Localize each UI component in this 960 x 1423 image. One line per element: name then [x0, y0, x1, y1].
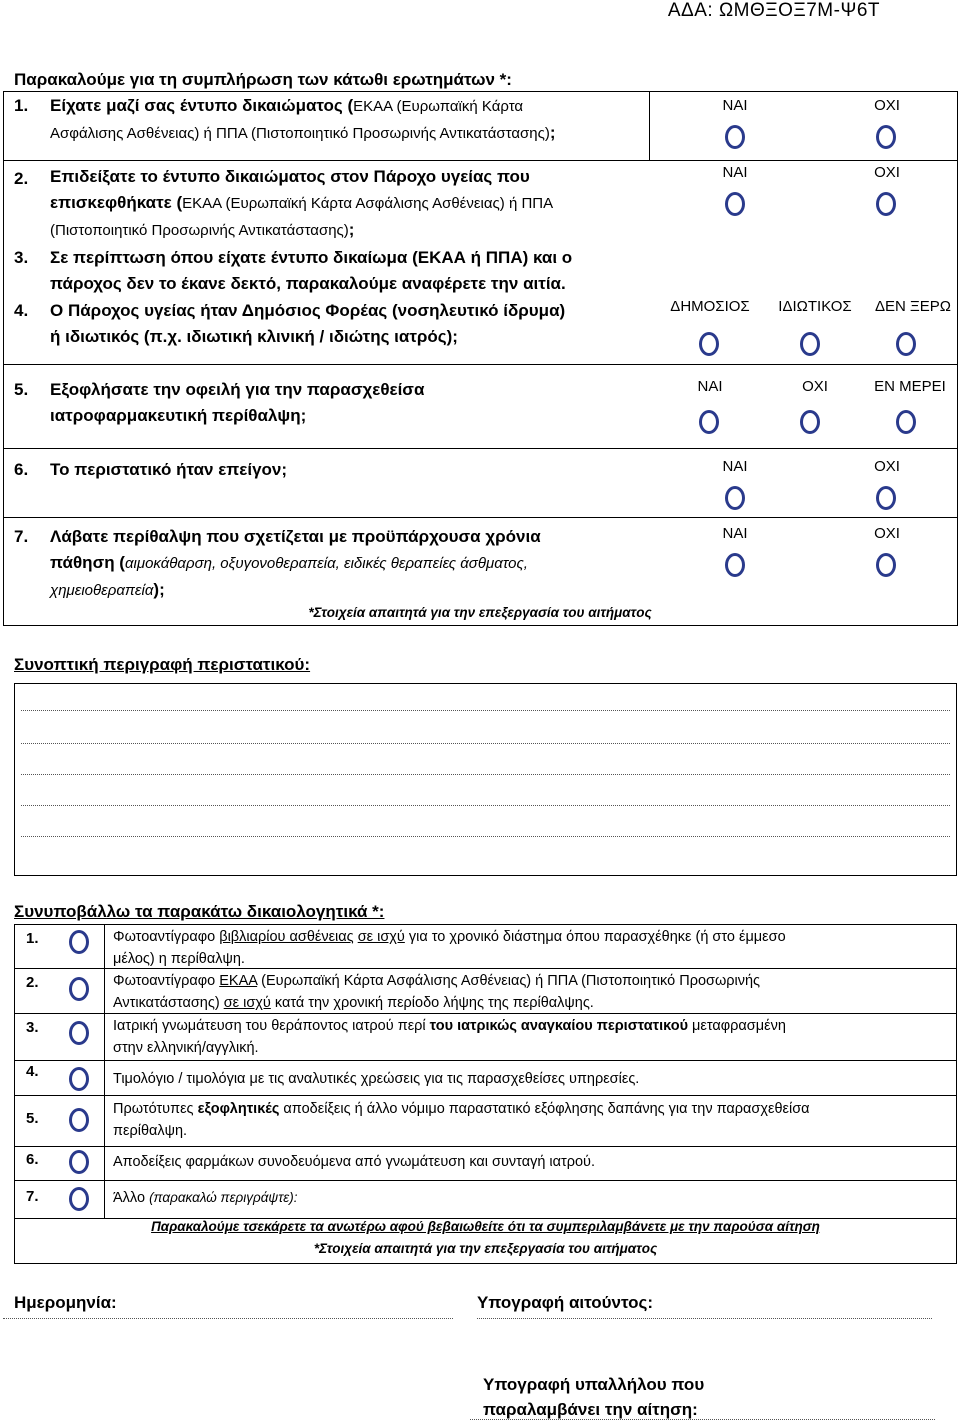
row-separator — [3, 448, 958, 449]
q4-private-label: ΙΔΙΩΤΙΚΟΣ — [778, 298, 852, 315]
doc2-text-b: (Ευρωπαϊκή Κάρτα Ασφάλισης Ασθένειας) ή ΠΠΑ (Πιστοποιητικό Προσωρινής — [257, 973, 761, 989]
q4-public-label: ΔΗΜΟΣΙΟΣ — [670, 298, 750, 315]
q4-private-radio[interactable] — [800, 332, 820, 356]
doc3-text-a: Ιατρική γνωμάτευση του θεράποντος ιατρού περί — [113, 1018, 430, 1034]
q5-no-label: ΟΧΙ — [802, 378, 828, 395]
doc3-checkbox[interactable] — [69, 1021, 89, 1045]
doc2-checkbox[interactable] — [69, 977, 89, 1001]
doc5-text-b: αποδείξεις ή άλλο νόμιμο παραστατικό εξόφλησης δαπάνης για την παρασχεθείσα — [279, 1101, 810, 1117]
questions-required-note: *Στοιχεία απαιτητά για την επεξεργασία του αιτήματος — [308, 605, 652, 620]
doc5-text — [113, 1098, 953, 1142]
employee-signature-line1: Υπογραφή υπαλλήλου που — [483, 1375, 705, 1394]
q2-no-label: ΟΧΙ — [874, 164, 900, 181]
q1-line1-b: ΕΚΑΑ (Ευρωπαϊκή Κάρτα — [353, 98, 524, 115]
q4-dontknow-label: ΔΕΝ ΞΕΡΩ — [875, 298, 951, 315]
doc4-number: 4. — [26, 1063, 39, 1080]
summary-heading: Συνοπτική περιγραφή περιστατικού: — [14, 655, 311, 674]
documents-note: Παρακαλούμε τσεκάρετε τα ανωτέρω αφού βεβαιωθείτε ότι τα συμπεριλαμβάνετε με την παρούσα αίτηση — [151, 1219, 820, 1234]
row-separator — [3, 364, 958, 365]
q5-yes-radio[interactable] — [699, 410, 719, 434]
summary-line — [21, 743, 950, 744]
applicant-signature-line — [477, 1318, 932, 1319]
q5-partial-label: ΕΝ ΜΕΡΕΙ — [874, 378, 946, 395]
summary-line — [21, 805, 950, 806]
doc7-text-a: Άλλο — [113, 1190, 150, 1206]
doc2-text — [113, 970, 953, 1014]
q2-line3-b: ; — [348, 220, 355, 239]
doc-row-separator — [14, 1180, 957, 1181]
doc7-checkbox[interactable] — [69, 1187, 89, 1211]
q6-no-radio[interactable] — [876, 486, 896, 510]
doc1-checkbox[interactable] — [69, 930, 89, 954]
summary-line — [21, 836, 950, 837]
doc5-text-bold: εξοφλητικές — [197, 1101, 280, 1117]
documents-required-note: *Στοιχεία απαιτητά για την επεξεργασία του αιτήματος — [313, 1241, 658, 1256]
q1-line2-end: ; — [549, 123, 556, 142]
doc6-number: 6. — [26, 1151, 39, 1168]
date-label: Ημερομηνία: — [14, 1293, 117, 1312]
ada-code: ΑΔΑ: ΩΜΘΞΟΞ7Μ-Ψ6Τ — [667, 0, 880, 21]
summary-line — [21, 774, 950, 775]
doc1-number: 1. — [26, 930, 39, 947]
employee-signature-line — [470, 1419, 935, 1420]
doc5-number: 5. — [26, 1110, 39, 1127]
q7-line1: Λάβατε περίθαλψη που σχετίζεται με προϋπάρχουσα χρόνια — [50, 527, 541, 546]
q5-partial-radio[interactable] — [896, 410, 916, 434]
q5-no-radio[interactable] — [800, 410, 820, 434]
doc1-text-c: για το χρονικό διάστημα όπου παρασχέθηκε (ή στο έμμεσο — [404, 929, 786, 945]
doc7-text — [113, 1187, 953, 1209]
q7-yes-radio[interactable] — [725, 553, 745, 577]
documents-heading: Συνυποβάλλω τα παρακάτω δικαιολογητικά *: — [14, 902, 385, 921]
doc5-checkbox[interactable] — [69, 1108, 89, 1132]
q3-line2: πάροχος δεν το έκανε δεκτό, παρακαλούμε αναφέρετε την αιτία. — [50, 274, 566, 293]
q2-yes-label: ΝΑΙ — [722, 164, 748, 181]
doc2-number: 2. — [26, 974, 39, 991]
q5-line2: ιατροφαρμακευτική περίθαλψη; — [50, 406, 307, 425]
q5-number: 5. — [14, 380, 29, 399]
q3-text — [50, 245, 670, 297]
q6-yes-label: ΝΑΙ — [722, 458, 748, 475]
doc3-text-b: μεταφρασμένη — [688, 1018, 786, 1034]
q5-line1: Εξοφλήσατε την οφειλή για την παρασχεθείσα — [50, 380, 425, 399]
doc1-text-u1: βιβλιαρίου ασθένειας — [219, 929, 354, 945]
q2-no-radio[interactable] — [876, 192, 896, 216]
doc3-number: 3. — [26, 1019, 39, 1036]
q4-dontknow-radio[interactable] — [896, 332, 916, 356]
q6-text: Το περιστατικό ήταν επείγον; — [50, 460, 288, 479]
doc4-checkbox[interactable] — [69, 1067, 89, 1091]
q7-no-label: ΟΧΙ — [874, 525, 900, 542]
q2-line1: Επιδείξατε το έντυπο δικαιώματος στον Πάροχο υγείας που — [50, 167, 530, 186]
q4-line1: Ο Πάροχος υγείας ήταν Δημόσιος Φορέας (νοσηλευτικό ίδρυμα) — [50, 301, 566, 320]
intro-text: Παρακαλούμε για τη συμπλήρωση των κάτωθι ερωτημάτων *: — [14, 70, 512, 89]
q3-line1: Σε περίπτωση όπου είχατε έντυπο δικαίωμα (ΕΚΑΑ ή ΠΠΑ) και ο — [50, 248, 573, 267]
doc-row-separator — [14, 1095, 957, 1096]
doc2-text-a: Φωτοαντίγραφο — [113, 973, 220, 989]
q5-yes-label: ΝΑΙ — [697, 378, 723, 395]
row-separator — [3, 160, 958, 161]
q6-number: 6. — [14, 460, 29, 479]
doc6-text: Αποδείξεις φαρμάκων συνοδευόμενα από γνωμάτευση και συνταγή ιατρού. — [113, 1154, 596, 1170]
q7-no-radio[interactable] — [876, 553, 896, 577]
summary-line — [21, 710, 950, 711]
q2-text — [50, 164, 650, 244]
q1-no-radio[interactable] — [876, 125, 896, 149]
employee-signature-label — [483, 1372, 704, 1422]
q2-line3-a: (Πιστοποιητικό Προσωρινής Αντικατάστασης) — [50, 222, 349, 239]
q6-yes-radio[interactable] — [725, 486, 745, 510]
doc3-text-bold: του ιατρικώς αναγκαίου περιστατικού — [429, 1018, 689, 1034]
employee-signature-line2: παραλαμβάνει την αίτηση: — [483, 1400, 698, 1419]
q2-line2-a: επισκεφθήκατε ( — [50, 193, 183, 212]
q7-line3-b: ); — [153, 580, 165, 599]
q4-number: 4. — [14, 301, 29, 320]
doc2-line2-a: Αντικατάστασης) — [113, 995, 224, 1011]
q3-number: 3. — [14, 248, 29, 267]
doc1-text-a: Φωτοαντίγραφο — [113, 929, 220, 945]
q1-number: 1. — [14, 96, 29, 115]
doc1-line2: μέλος) η περίθαλψη. — [113, 951, 245, 967]
q7-text — [50, 524, 670, 604]
q2-number: 2. — [14, 169, 29, 188]
doc5-text-a: Πρωτότυπες — [113, 1101, 198, 1117]
q4-public-radio[interactable] — [699, 332, 719, 356]
q6-no-label: ΟΧΙ — [874, 458, 900, 475]
q1-no-label: ΟΧΙ — [874, 97, 900, 114]
doc6-checkbox[interactable] — [69, 1150, 89, 1174]
doc1-text — [113, 926, 953, 970]
q4-text — [50, 298, 670, 350]
summary-textarea[interactable] — [14, 683, 957, 876]
doc4-text: Τιμολόγιο / τιμολόγια με τις αναλυτικές χρεώσεις για τις παρασχεθείσες υπηρεσίες. — [113, 1071, 640, 1087]
q7-line3-a: χημειοθεραπεία — [50, 582, 154, 599]
row-separator — [3, 517, 958, 518]
doc2-line2-u: σε ισχύ — [223, 995, 271, 1011]
q7-yes-label: ΝΑΙ — [722, 525, 748, 542]
q1-yes-radio[interactable] — [725, 125, 745, 149]
q1-line2: Ασφάλισης Ασθένειας) ή ΠΠΑ (Πιστοποιητικό Προσωρινής Αντικατάστασης) — [50, 125, 550, 142]
q1-line1-a: Είχατε μαζί σας έντυπο δικαιώματος ( — [50, 96, 354, 115]
q1-yes-label: ΝΑΙ — [722, 97, 748, 114]
doc-row-separator — [14, 1146, 957, 1147]
applicant-signature-label: Υπογραφή αιτούντος: — [477, 1293, 653, 1312]
doc7-number: 7. — [26, 1188, 39, 1205]
doc7-text-it: (παρακαλώ περιγράψτε): — [149, 1190, 298, 1205]
q5-text — [50, 377, 650, 429]
q1-text — [50, 93, 650, 147]
doc1-text-u2: σε ισχύ — [357, 929, 405, 945]
q2-yes-radio[interactable] — [725, 192, 745, 216]
doc3-text — [113, 1015, 953, 1059]
doc2-text-u1: ΕΚΑΑ — [219, 973, 258, 989]
q4-line2: ή ιδιωτικός (π.χ. ιδιωτική κλινική / ιδιώτης ιατρός); — [50, 327, 458, 346]
doc3-line2: στην ελληνική/αγγλική. — [113, 1040, 259, 1056]
q7-number: 7. — [14, 527, 29, 546]
doc2-line2-b: κατά την χρονική περίοδο λήψης της περίθαλψης. — [270, 995, 594, 1011]
doc5-line2: περίθαλψη. — [113, 1123, 188, 1139]
doc-row-separator — [14, 1060, 957, 1061]
q7-line2-a: πάθηση ( — [50, 553, 125, 572]
q7-line2-b: αιμοκάθαρση, οξυγονοθεραπεία, ειδικές θεραπείες άσθματος, — [124, 555, 528, 572]
q2-line2-b: ΕΚΑΑ (Ευρωπαϊκή Κάρτα Ασφάλισης Ασθένειας) ή ΠΠΑ — [182, 195, 554, 212]
date-line — [3, 1318, 453, 1319]
